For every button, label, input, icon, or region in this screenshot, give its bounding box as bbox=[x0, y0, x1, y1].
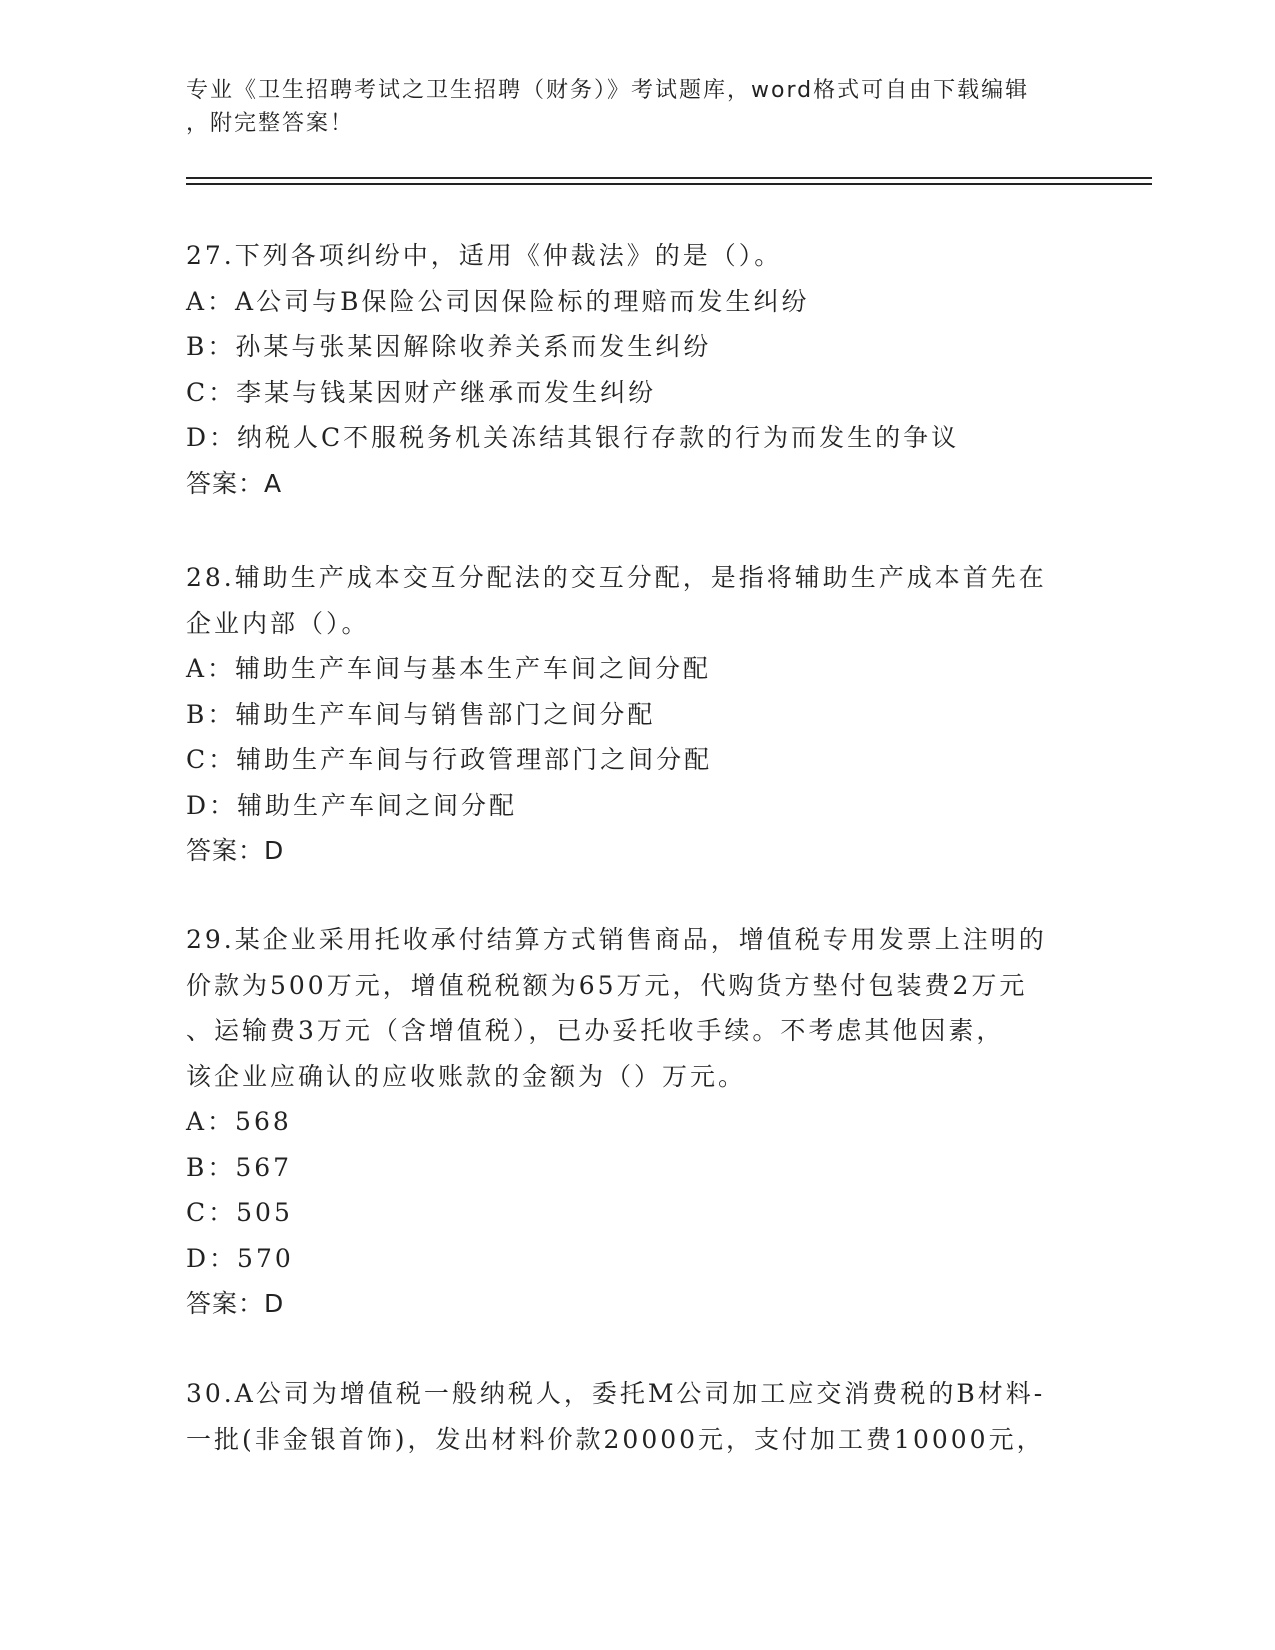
option-c: C：505 bbox=[186, 1198, 293, 1227]
question-28 bbox=[186, 555, 1086, 874]
option-a: A：568 bbox=[186, 1107, 292, 1136]
option-c: C：辅助生产车间与行政管理部门之间分配 bbox=[186, 745, 713, 774]
option-c: C：李某与钱某因财产继承而发生纠纷 bbox=[186, 377, 657, 407]
option-b: B：567 bbox=[186, 1152, 293, 1182]
option-a: A：辅助生产车间与基本生产车间之间分配 bbox=[186, 654, 712, 683]
answer-line: 答案：D bbox=[186, 1289, 285, 1318]
question-stem: 29.某企业采用托收承付结算方式销售商品，增值税专用发票上注明的 bbox=[186, 925, 1047, 954]
question-stem: 该企业应确认的应收账款的金额为（）万元。 bbox=[186, 1061, 747, 1091]
header-divider-bottom bbox=[186, 183, 1152, 185]
option-b: B：孙某与张某因解除收养关系而发生纠纷 bbox=[186, 332, 712, 361]
document-header bbox=[186, 74, 1066, 140]
header-line-2: ，附完整答案！ bbox=[186, 111, 355, 136]
header-line-1: 专业《卫生招聘考试之卫生招聘（财务）》考试题库，word格式可自由下载编辑 bbox=[186, 78, 1030, 103]
question-stem: 一批(非金银首饰)，发出材料价款20000元，支付加工费10000元， bbox=[186, 1424, 1045, 1454]
question-29 bbox=[186, 917, 1086, 1327]
option-d: D：辅助生产车间之间分配 bbox=[186, 790, 518, 820]
option-b: B：辅助生产车间与销售部门之间分配 bbox=[186, 699, 656, 729]
answer-line: 答案：A bbox=[186, 468, 283, 498]
answer-line: 答案：D bbox=[186, 836, 285, 865]
option-d: D：纳税人C不服税务机关冻结其银行存款的行为而发生的争议 bbox=[186, 423, 960, 452]
question-stem: 价款为500万元，增值税税额为65万元，代购货方垫付包装费2万元 bbox=[186, 970, 1028, 1000]
option-d: D：570 bbox=[186, 1243, 294, 1273]
question-stem: 30.A公司为增值税一般纳税人，委托M公司加工应交消费税的B材料- bbox=[186, 1379, 1046, 1408]
question-stem: 28.辅助生产成本交互分配法的交互分配，是指将辅助生产成本首先在 bbox=[186, 563, 1047, 592]
question-27 bbox=[186, 233, 1086, 506]
header-divider-top bbox=[186, 177, 1152, 179]
option-a: A：A公司与B保险公司因保险标的理赔而发生纠纷 bbox=[186, 286, 810, 316]
question-stem: 企业内部（）。 bbox=[186, 608, 370, 638]
question-stem: 27.下列各项纠纷中，适用《仲裁法》的是（）。 bbox=[186, 241, 783, 270]
question-30 bbox=[186, 1371, 1086, 1462]
question-stem: 、运输费3万元（含增值税），已办妥托收手续。不考虑其他因素， bbox=[186, 1016, 1005, 1045]
